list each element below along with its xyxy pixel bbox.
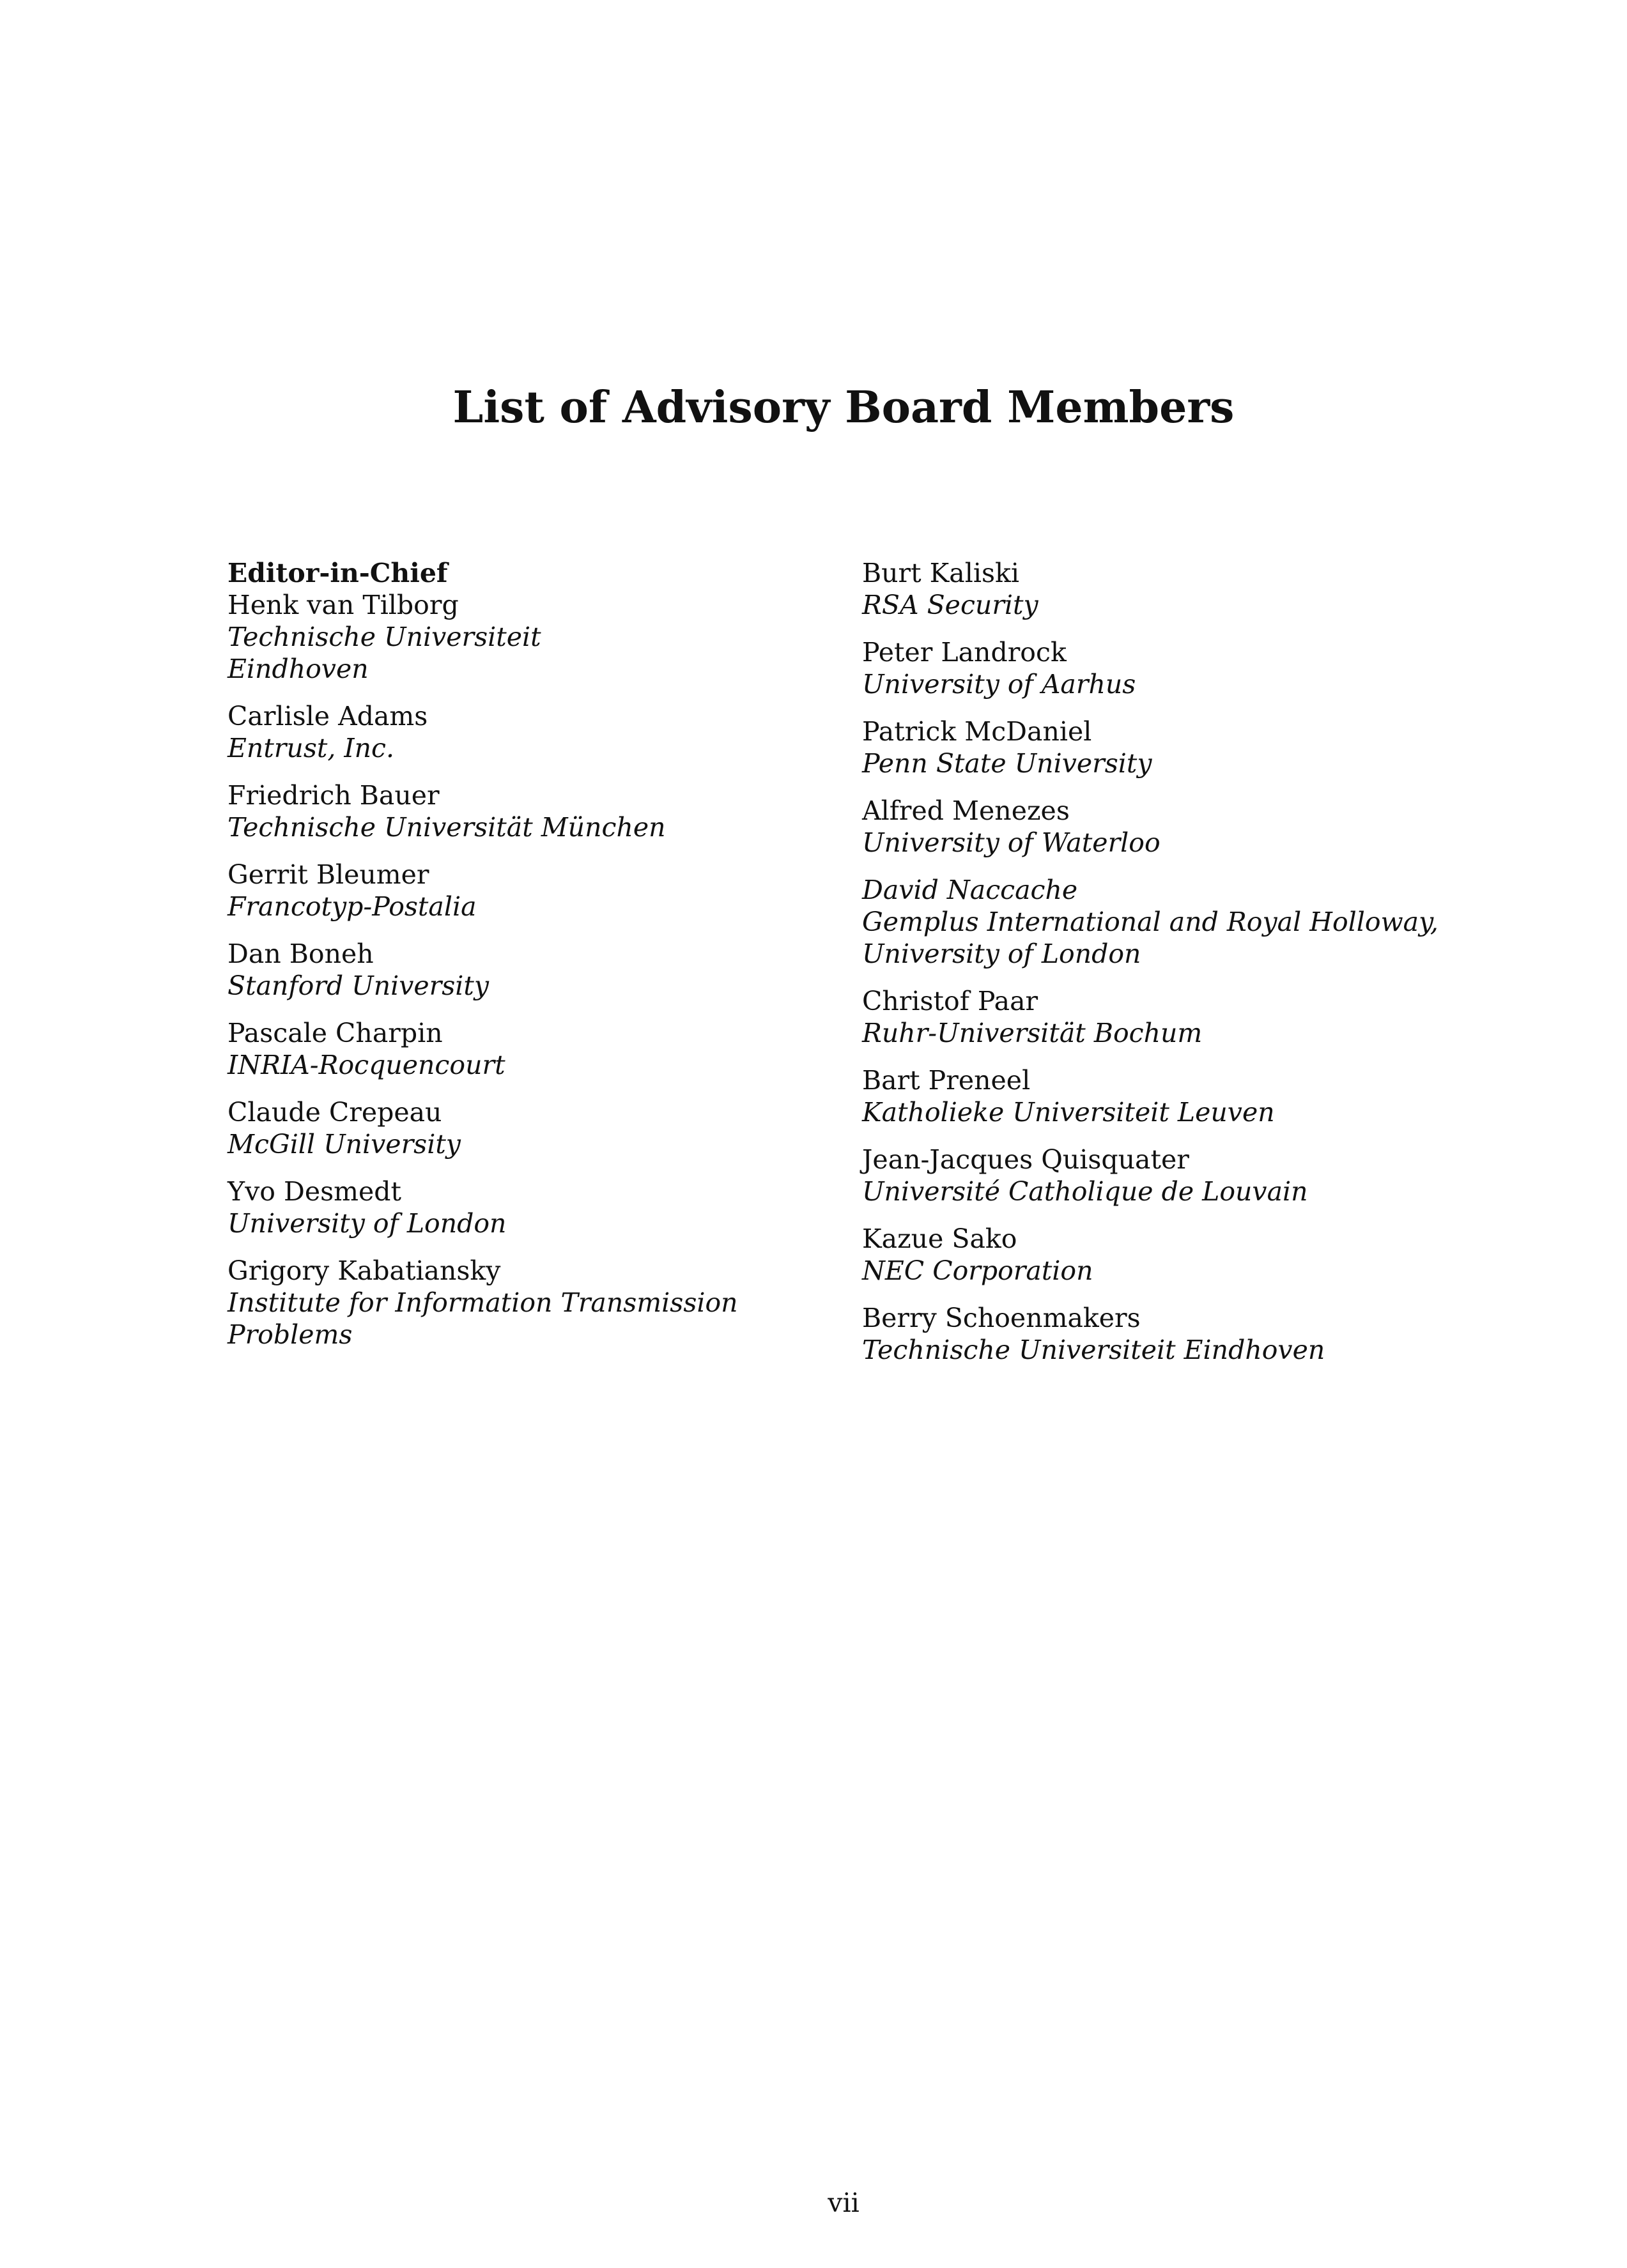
member-affiliation: University of London [862, 939, 1141, 969]
member-affiliation: Technische Universiteit [227, 622, 541, 652]
member-entry [862, 874, 1597, 970]
member-entry [862, 716, 1597, 779]
right-column [862, 557, 1597, 1381]
member-name: Yvo Desmedt [227, 1176, 401, 1207]
member-name: Patrick McDaniel [862, 716, 1092, 747]
member-affiliation: Institute for Information Transmission [227, 1287, 738, 1318]
member-entry [862, 1144, 1597, 1207]
member-name: Bart Preneel [862, 1065, 1031, 1096]
member-affiliation: Francotyp-Postalia [227, 891, 477, 922]
member-entry [862, 636, 1597, 700]
member-affiliation: Technische Universiteit Eindhoven [862, 1335, 1325, 1365]
member-entry [862, 1223, 1597, 1287]
member-name: Alfred Menezes [862, 795, 1070, 826]
member-entry [862, 1302, 1597, 1366]
member-name: Peter Landrock [862, 637, 1067, 668]
member-entry [227, 1096, 860, 1160]
member-affiliation: McGill University [227, 1129, 461, 1160]
member-affiliation: RSA Security [862, 590, 1038, 620]
page-number: vii [828, 2188, 860, 2218]
member-affiliation: University of Waterloo [862, 827, 1160, 858]
member-affiliation: University of Aarhus [862, 669, 1136, 700]
member-entry [862, 795, 1597, 859]
member-name: Carlisle Adams [227, 701, 428, 732]
member-entry [227, 938, 860, 1002]
member-name: Claude Crepeau [227, 1097, 442, 1128]
member-entry [227, 1176, 860, 1239]
member-name: David Naccache [862, 875, 1078, 905]
member-entry [227, 1017, 860, 1081]
member-affiliation: Entrust, Inc. [227, 733, 394, 763]
member-entry [862, 1064, 1597, 1128]
left-column [227, 557, 860, 1366]
member-name: Henk van Tilborg [227, 590, 459, 620]
editor-in-chief-entry [227, 557, 860, 685]
member-name: Grigory Kabatiansky [227, 1255, 501, 1286]
member-name: Friedrich Bauer [227, 780, 440, 811]
member-affiliation: Katholieke Universiteit Leuven [862, 1097, 1275, 1128]
member-affiliation: Ruhr-Universität Bochum [862, 1018, 1203, 1048]
member-name: Christof Paar [862, 986, 1038, 1016]
member-name: Gerrit Bleumer [227, 859, 429, 890]
member-name: Kazue Sako [862, 1223, 1017, 1254]
member-entry [227, 700, 860, 764]
member-affiliation: NEC Corporation [862, 1255, 1093, 1286]
member-affiliation: Gemplus International and Royal Holloway, [862, 907, 1438, 937]
member-entry [227, 859, 860, 923]
member-name: Berry Schoenmakers [862, 1303, 1141, 1333]
member-entry [227, 1255, 860, 1351]
page-title: List of Advisory Board Members [452, 382, 1235, 433]
member-affiliation: Technische Universität München [227, 812, 666, 843]
editor-heading: Editor-in-Chief [227, 558, 448, 588]
member-entry [862, 557, 1597, 621]
member-entry [862, 985, 1597, 1049]
member-name: Pascale Charpin [227, 1018, 443, 1048]
member-affiliation: Penn State University [862, 748, 1152, 779]
member-affiliation: Stanford University [227, 970, 490, 1001]
member-affiliation: Eindhoven [227, 654, 369, 684]
member-affiliation: INRIA-Rocquencourt [227, 1050, 505, 1080]
member-affiliation: Université Catholique de Louvain [862, 1176, 1308, 1207]
member-name: Burt Kaliski [862, 558, 1019, 588]
member-entry [227, 779, 860, 843]
member-affiliation: University of London [227, 1208, 507, 1239]
member-affiliation: Problems [227, 1319, 353, 1350]
member-name: Dan Boneh [227, 939, 374, 969]
member-name: Jean-Jacques Quisquater [862, 1144, 1189, 1175]
